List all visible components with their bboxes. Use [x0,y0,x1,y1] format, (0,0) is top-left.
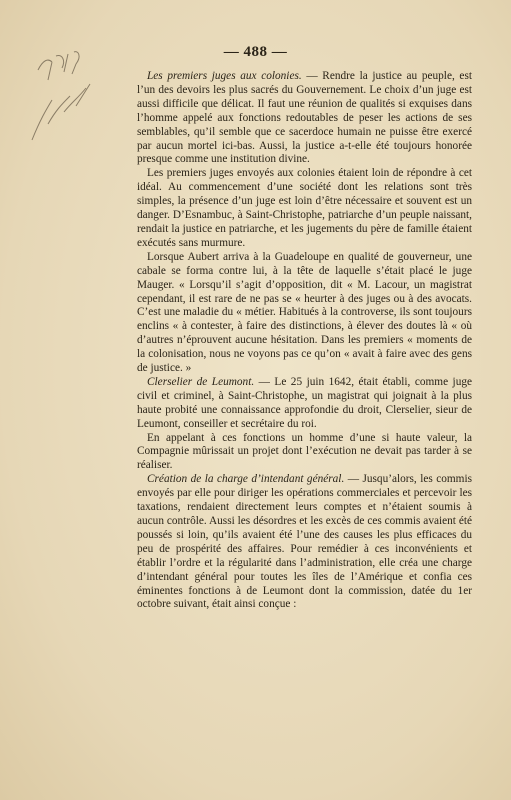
paragraph-heading: Clerselier de Leumont. [147,375,255,388]
paragraph [137,473,472,612]
paragraph-body: Lorsque Aubert arriva à la Guadeloupe en qualité de gouverneur, une cabale se forma contre lui, à la tête de laquelle s’était placé le juge Mauger. « Lorsqu’il s’agit d’opposition, dit « M. Lacour, un magistrat cependant, il est rare de ne pas se « heurter à des juges ou à des avocats. C’est une maladie du « métier. Habitués à la controverse, ils sont toujours enclins « à contester, à faire des distinctions, à élever des doutes là « où d’autres n’éprouvent aucune hésitation. Dans les premiers « moments de la colonisation, nous ne voyons pas ce qu’on « avait à faire avec des gens de justice. » [137,250,472,375]
paragraph [137,251,472,376]
paragraph [137,376,472,432]
paragraph [137,70,472,167]
paragraph-body: — Rendre la justice au peuple, est l’un des devoirs les plus sacrés du Gouvernement. Le choix d’un juge est aussi difficile que délicat. Il faut une réunion de qualités si exquises dans l’homme appelé aux fonctions redoutables de peser les actions de ses semblables, qu’il semble que ce sacerdoce humain ne puisse être exercé par aucun mortel ici-bas. Aussi, la justice a-t-elle été toujours honorée presque comme une institution divine. [137,70,472,166]
paragraph-heading: Création de la charge d’intendant général. [147,473,345,486]
page-number: — 488 — [223,44,288,60]
paragraph [137,432,472,474]
paragraph-body: En appelant à ces fonctions un homme d’une si haute valeur, la Compagnie mûrissait un projet dont l’exécution ne devait pas tarder à se réaliser. [137,431,472,472]
body-text [137,70,472,612]
paragraph [137,167,472,250]
paragraph-body: — Jusqu’alors, les commis envoyés par elle pour diriger les opérations commerciales et percevoir les taxations, rendaient directement leurs comptes et n’étaient soumis à aucun contrôle. Aussi les désordres et les excès de ces commis avaient été poussés si loin, qu’ils avaient été l’une des causes les plus efficaces du peu de prospérité des affaires. Pour remédier à ces inconvénients et établir l’ordre et la régularité dans l’administration, elle créa une charge d’intendant général pour toutes les îles de l’Amérique et confia ces éminentes fonctions à de Leumont dont la commission, datée du 1er octobre suivant, était ainsi conçue : [137,473,472,611]
paragraph-body: Les premiers juges envoyés aux colonies étaient loin de répondre à cet idéal. Au commencement d’une société dont les relations sont très simples, la présence d’un juge est loin d’être nécessaire et souvent est un danger. D’Esnambuc, à Saint-Christophe, patriarche d’un peuple naissant, rendait la justice en patriarche, et les jugements du père de famille étaient exécutés sans murmure. [137,167,472,249]
paragraph-body: — Le 25 juin 1642, était établi, comme juge civil et criminel, à Saint-Christophe, un magistrat qui joignait à la plus haute probité une connaissance approfondie du droit, Clerselier, sieur de Leumont, conseiller et secrétaire du roi. [137,375,473,430]
paragraph-heading: Les premiers juges aux colonies. [147,70,302,82]
